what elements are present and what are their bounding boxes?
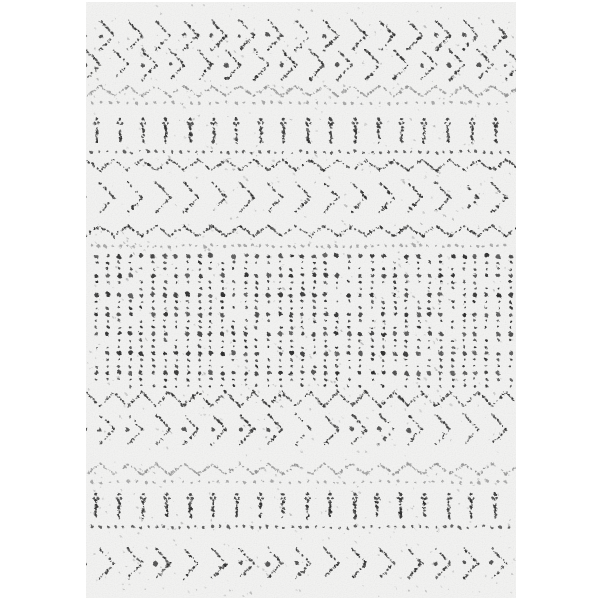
rug-texture: [86, 2, 516, 598]
